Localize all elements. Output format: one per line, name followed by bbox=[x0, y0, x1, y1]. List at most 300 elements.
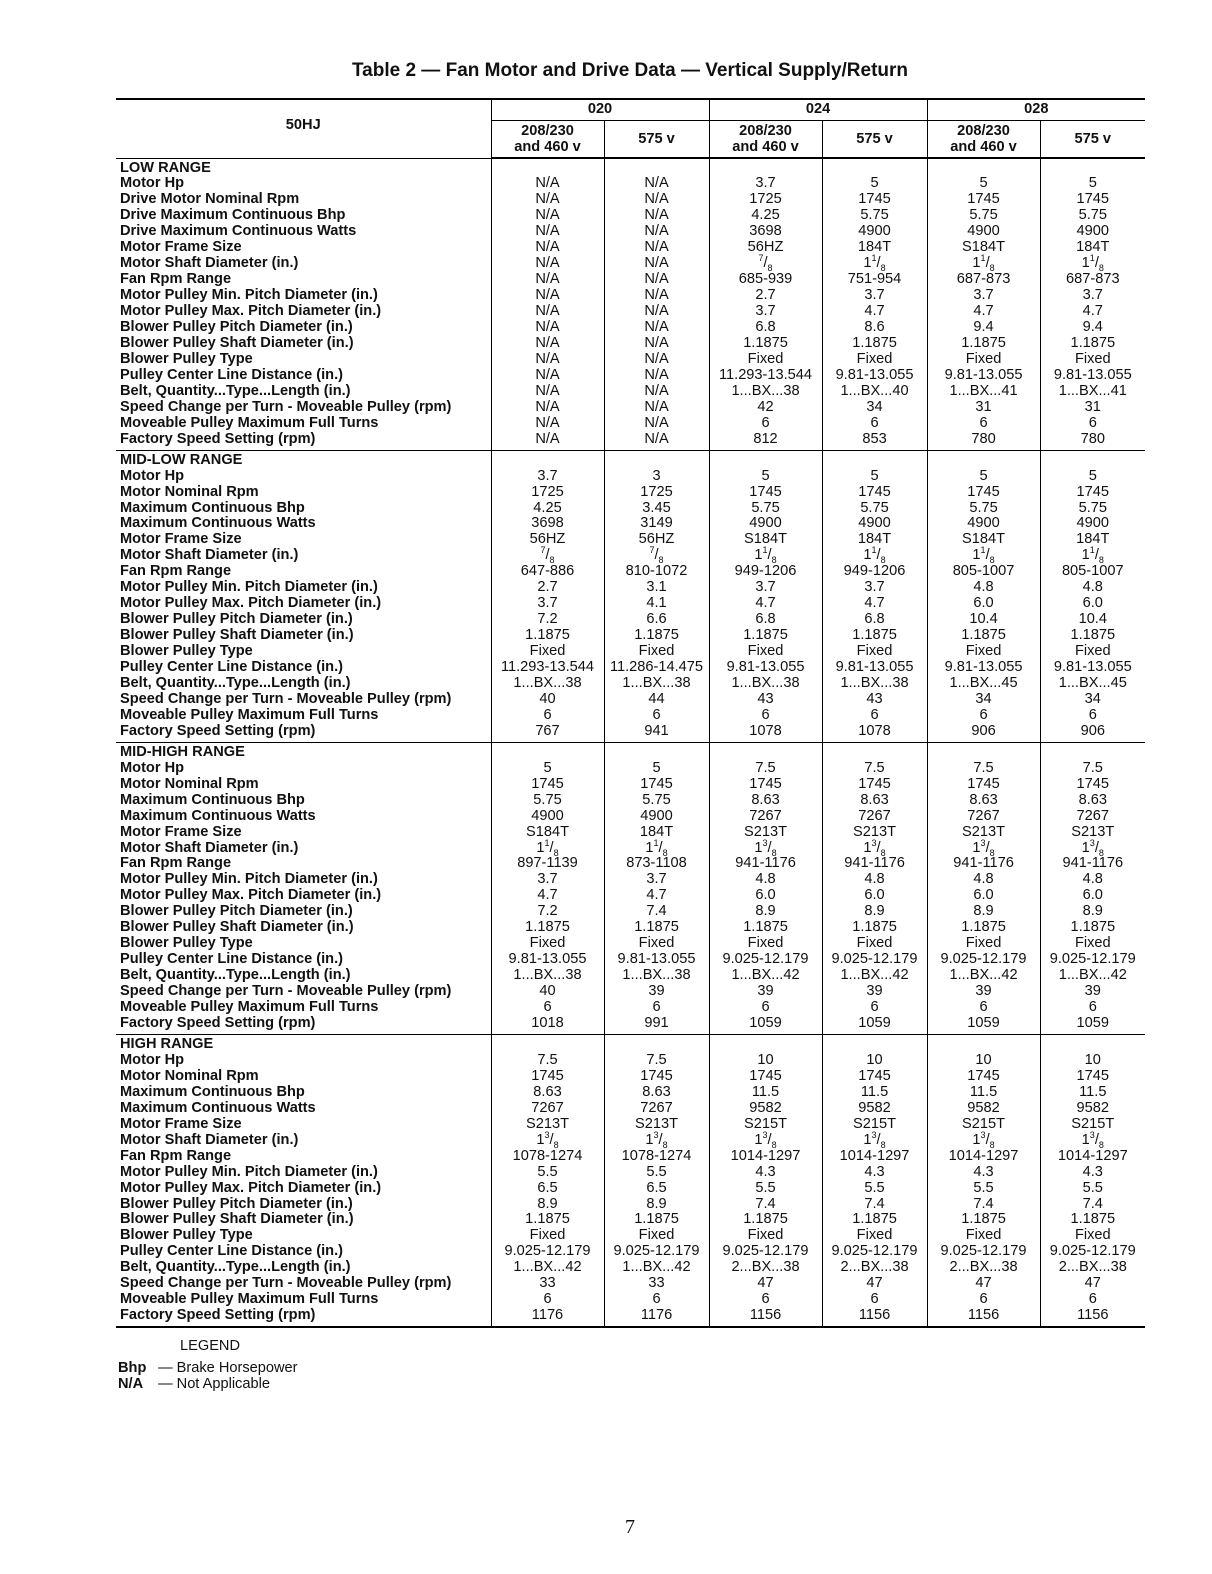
table-row bbox=[116, 224, 1145, 240]
cell-value: 1156 bbox=[822, 1308, 927, 1327]
cell-value: 6 bbox=[822, 416, 927, 432]
cell-value: 1078 bbox=[822, 724, 927, 742]
cell-value: 39 bbox=[604, 984, 709, 1000]
row-label: Moveable Pulley Maximum Full Turns bbox=[120, 1291, 379, 1308]
cell-value: $1^3/_8$ bbox=[927, 841, 1040, 857]
row-label: Motor Nominal Rpm bbox=[120, 775, 259, 792]
legend-abbr: N/A bbox=[118, 1376, 144, 1392]
cell-value: 1.1875 bbox=[822, 1212, 927, 1228]
row-label: Maximum Continuous Bhp bbox=[120, 499, 305, 516]
row-label: Moveable Pulley Maximum Full Turns bbox=[120, 999, 379, 1016]
cell-value: 6.0 bbox=[927, 888, 1040, 904]
cell-value: 7267 bbox=[491, 1101, 604, 1117]
cell-value: 1...BX...41 bbox=[927, 384, 1040, 400]
cell-value: 7.5 bbox=[491, 1053, 604, 1069]
row-label: Pulley Center Line Distance (in.) bbox=[120, 951, 344, 968]
cell-value: N/A bbox=[604, 176, 709, 192]
section-heading: MID-LOW RANGE bbox=[120, 451, 243, 468]
table-row bbox=[116, 240, 1145, 256]
cell-value: 6 bbox=[1040, 708, 1145, 724]
row-label: Blower Pulley Shaft Diameter (in.) bbox=[120, 1211, 354, 1228]
cell-value: 184T bbox=[604, 825, 709, 841]
table-row bbox=[116, 469, 1145, 485]
cell-value: 941-1176 bbox=[927, 856, 1040, 872]
cell-value: S184T bbox=[927, 532, 1040, 548]
cell-value: Fixed bbox=[604, 936, 709, 952]
cell-value: N/A bbox=[604, 352, 709, 368]
table-row bbox=[116, 1308, 1145, 1327]
cell-value: 3.7 bbox=[709, 304, 822, 320]
cell-value: 31 bbox=[1040, 400, 1145, 416]
voltage-header: 208/230 and 460 v bbox=[709, 121, 822, 159]
cell-value: 9.025-12.179 bbox=[927, 1244, 1040, 1260]
table-row bbox=[116, 1117, 1145, 1133]
table-row bbox=[116, 708, 1145, 724]
cell-value: 9.025-12.179 bbox=[1040, 952, 1145, 968]
cell-value: 1.1875 bbox=[491, 1212, 604, 1228]
cell-value: 5.5 bbox=[709, 1181, 822, 1197]
cell-value: 9.81-13.055 bbox=[1040, 660, 1145, 676]
cell-value: 4.7 bbox=[927, 304, 1040, 320]
cell-value: 1.1875 bbox=[1040, 336, 1145, 352]
cell-value: N/A bbox=[491, 352, 604, 368]
cell-value: 2.7 bbox=[709, 288, 822, 304]
cell-value: 7.2 bbox=[491, 612, 604, 628]
cell-value: 11.5 bbox=[927, 1085, 1040, 1101]
cell-value: $1^3/_8$ bbox=[1040, 841, 1145, 857]
row-label: Motor Shaft Diameter (in.) bbox=[120, 547, 299, 564]
cell-value: $1^3/_8$ bbox=[709, 841, 822, 857]
cell-value: 8.63 bbox=[1040, 793, 1145, 809]
cell-value: 1.1875 bbox=[822, 920, 927, 936]
cell-value: 8.9 bbox=[491, 1197, 604, 1213]
cell-value: N/A bbox=[604, 304, 709, 320]
cell-value: 10.4 bbox=[1040, 612, 1145, 628]
row-label: Motor Pulley Max. Pitch Diameter (in.) bbox=[120, 887, 382, 904]
row-label: Maximum Continuous Bhp bbox=[120, 1083, 305, 1100]
cell-value: Fixed bbox=[709, 1228, 822, 1244]
table-row bbox=[116, 761, 1145, 777]
cell-value: 1725 bbox=[604, 485, 709, 501]
cell-value: 1.1875 bbox=[822, 628, 927, 644]
cell-value: 2...BX...38 bbox=[822, 1260, 927, 1276]
cell-value: 5 bbox=[927, 469, 1040, 485]
cell-value: 10 bbox=[822, 1053, 927, 1069]
row-label: Moveable Pulley Maximum Full Turns bbox=[120, 414, 379, 431]
cell-value: 1078-1274 bbox=[491, 1149, 604, 1165]
cell-value: 4.8 bbox=[927, 580, 1040, 596]
cell-value: 4900 bbox=[1040, 224, 1145, 240]
cell-value: S215T bbox=[927, 1117, 1040, 1133]
cell-value: 184T bbox=[822, 532, 927, 548]
cell-value: 780 bbox=[1040, 432, 1145, 450]
section-heading: MID-HIGH RANGE bbox=[120, 743, 245, 760]
voltage-header: 575 v bbox=[604, 121, 709, 159]
cell-value: $1^3/_8$ bbox=[822, 841, 927, 857]
cell-value: 7.5 bbox=[709, 761, 822, 777]
cell-value: 42 bbox=[709, 400, 822, 416]
cell-value: 10 bbox=[709, 1053, 822, 1069]
cell-value: 11.293-13.544 bbox=[709, 368, 822, 384]
cell-value: Fixed bbox=[709, 644, 822, 660]
table-row bbox=[116, 304, 1145, 320]
cell-value: N/A bbox=[491, 368, 604, 384]
row-label: Belt, Quantity...Type...Length (in.) bbox=[120, 382, 351, 399]
cell-value: 6 bbox=[927, 1292, 1040, 1308]
cell-value: 3.7 bbox=[709, 176, 822, 192]
page-number: 7 bbox=[625, 1516, 635, 1538]
row-label: Speed Change per Turn - Moveable Pulley (rpm) bbox=[120, 690, 452, 707]
cell-value: 805-1007 bbox=[1040, 564, 1145, 580]
table-row bbox=[116, 501, 1145, 517]
cell-value: 47 bbox=[822, 1276, 927, 1292]
cell-value: 7267 bbox=[1040, 809, 1145, 825]
cell-value: 5 bbox=[1040, 176, 1145, 192]
cell-value: 1745 bbox=[927, 192, 1040, 208]
cell-value: $1^3/_8$ bbox=[1040, 1133, 1145, 1149]
cell-value: 10 bbox=[927, 1053, 1040, 1069]
table-row bbox=[116, 1292, 1145, 1308]
cell-value: 7.4 bbox=[709, 1197, 822, 1213]
legend-item bbox=[118, 1360, 298, 1376]
table-row bbox=[116, 952, 1145, 968]
voltage-header: 575 v bbox=[1040, 121, 1145, 159]
cell-value: N/A bbox=[604, 240, 709, 256]
cell-value: 9.025-12.179 bbox=[822, 1244, 927, 1260]
cell-value: 6 bbox=[927, 416, 1040, 432]
cell-value: S213T bbox=[491, 1117, 604, 1133]
cell-value: 5 bbox=[927, 176, 1040, 192]
cell-value: N/A bbox=[491, 208, 604, 224]
table-row bbox=[116, 368, 1145, 384]
table-row bbox=[116, 1053, 1145, 1069]
table-row bbox=[116, 872, 1145, 888]
cell-value: 941-1176 bbox=[709, 856, 822, 872]
cell-value: N/A bbox=[604, 416, 709, 432]
cell-value: $1^1/_8$ bbox=[1040, 548, 1145, 564]
voltage-header: 575 v bbox=[822, 121, 927, 159]
cell-value: 1...BX...41 bbox=[1040, 384, 1145, 400]
cell-value: 31 bbox=[927, 400, 1040, 416]
cell-value: Fixed bbox=[709, 352, 822, 368]
cell-value: 6 bbox=[1040, 1292, 1145, 1308]
cell-value: $1^3/_8$ bbox=[604, 1133, 709, 1149]
row-label: Motor Pulley Min. Pitch Diameter (in.) bbox=[120, 1163, 378, 1180]
cell-value: 1156 bbox=[709, 1308, 822, 1327]
cell-value: 3149 bbox=[604, 516, 709, 532]
cell-value: N/A bbox=[604, 336, 709, 352]
section-heading: LOW RANGE bbox=[120, 159, 211, 176]
cell-value: 1745 bbox=[491, 1069, 604, 1085]
cell-value: 6 bbox=[604, 1292, 709, 1308]
cell-value: 11.5 bbox=[1040, 1085, 1145, 1101]
cell-value: 4900 bbox=[491, 809, 604, 825]
cell-value: N/A bbox=[491, 240, 604, 256]
table-row bbox=[116, 288, 1145, 304]
cell-value: 6 bbox=[709, 1000, 822, 1016]
cell-value: 4.3 bbox=[927, 1165, 1040, 1181]
cell-value: 6 bbox=[491, 1000, 604, 1016]
row-label: Blower Pulley Pitch Diameter (in.) bbox=[120, 903, 353, 920]
cell-value: 9.81-13.055 bbox=[709, 660, 822, 676]
cell-value: 9.81-13.055 bbox=[491, 952, 604, 968]
cell-value: S213T bbox=[822, 825, 927, 841]
cell-value: Fixed bbox=[927, 352, 1040, 368]
cell-value: 1156 bbox=[1040, 1308, 1145, 1327]
cell-value: N/A bbox=[604, 192, 709, 208]
cell-value: 40 bbox=[491, 692, 604, 708]
cell-value: 1059 bbox=[1040, 1016, 1145, 1034]
cell-value: N/A bbox=[604, 272, 709, 288]
cell-value: 4.7 bbox=[491, 888, 604, 904]
cell-value: 1018 bbox=[491, 1016, 604, 1034]
cell-value: Fixed bbox=[822, 936, 927, 952]
cell-value: 1014-1297 bbox=[709, 1149, 822, 1165]
cell-value: Fixed bbox=[604, 644, 709, 660]
range-section bbox=[116, 158, 1145, 450]
cell-value: 5.75 bbox=[927, 208, 1040, 224]
cell-value: 4900 bbox=[709, 516, 822, 532]
cell-value: 4.8 bbox=[1040, 580, 1145, 596]
cell-value: N/A bbox=[491, 432, 604, 450]
cell-value: 873-1108 bbox=[604, 856, 709, 872]
cell-value: 4.25 bbox=[709, 208, 822, 224]
cell-value: 647-886 bbox=[491, 564, 604, 580]
cell-value: 3698 bbox=[709, 224, 822, 240]
cell-value: 7267 bbox=[927, 809, 1040, 825]
cell-value: 6.8 bbox=[709, 612, 822, 628]
table-row bbox=[116, 1085, 1145, 1101]
row-label: Belt, Quantity...Type...Length (in.) bbox=[120, 967, 351, 984]
cell-value: 2...BX...38 bbox=[1040, 1260, 1145, 1276]
cell-value: 1...BX...38 bbox=[604, 676, 709, 692]
cell-value: 9.81-13.055 bbox=[822, 660, 927, 676]
cell-value: 11.286-14.475 bbox=[604, 660, 709, 676]
cell-value: 8.9 bbox=[604, 1197, 709, 1213]
cell-value: 56HZ bbox=[604, 532, 709, 548]
cell-value: 34 bbox=[1040, 692, 1145, 708]
table-row bbox=[116, 272, 1145, 288]
cell-value: S213T bbox=[709, 825, 822, 841]
table-row bbox=[116, 777, 1145, 793]
cell-value: 1014-1297 bbox=[927, 1149, 1040, 1165]
range-section bbox=[116, 742, 1145, 1034]
cell-value: 6 bbox=[822, 1000, 927, 1016]
cell-value: 1745 bbox=[927, 777, 1040, 793]
cell-value: 6.0 bbox=[822, 888, 927, 904]
cell-value: 853 bbox=[822, 432, 927, 450]
table-row bbox=[116, 320, 1145, 336]
table-row bbox=[116, 1197, 1145, 1213]
cell-value: 5.75 bbox=[604, 793, 709, 809]
cell-value: 1.1875 bbox=[709, 1212, 822, 1228]
cell-value: 7.5 bbox=[604, 1053, 709, 1069]
cell-value: N/A bbox=[604, 256, 709, 272]
cell-value: 5 bbox=[1040, 469, 1145, 485]
row-label: Motor Frame Size bbox=[120, 1115, 242, 1132]
row-label: Factory Speed Setting (rpm) bbox=[116, 724, 491, 742]
cell-value: 4.7 bbox=[822, 304, 927, 320]
row-label: Motor Shaft Diameter (in.) bbox=[120, 839, 299, 856]
cell-value: S184T bbox=[709, 532, 822, 548]
cell-value: S213T bbox=[927, 825, 1040, 841]
cell-value: 10.4 bbox=[927, 612, 1040, 628]
row-label: Motor Shaft Diameter (in.) bbox=[120, 255, 299, 272]
cell-value: 1745 bbox=[709, 777, 822, 793]
cell-value: 4900 bbox=[822, 224, 927, 240]
cell-value: 4.25 bbox=[491, 501, 604, 517]
row-label: Blower Pulley Pitch Diameter (in.) bbox=[120, 319, 353, 336]
cell-value: 40 bbox=[491, 984, 604, 1000]
table-row bbox=[116, 432, 1145, 450]
cell-value: 941 bbox=[604, 724, 709, 742]
cell-value: 1.1875 bbox=[604, 628, 709, 644]
table-row bbox=[116, 516, 1145, 532]
cell-value: $1^3/_8$ bbox=[491, 1133, 604, 1149]
cell-value: 4.7 bbox=[822, 596, 927, 612]
row-label: Belt, Quantity...Type...Length (in.) bbox=[120, 675, 351, 691]
cell-value: 10 bbox=[1040, 1053, 1145, 1069]
cell-value: 4.8 bbox=[1040, 872, 1145, 888]
cell-value: N/A bbox=[604, 224, 709, 240]
table-row bbox=[116, 384, 1145, 400]
cell-value: 1176 bbox=[491, 1308, 604, 1327]
table-row bbox=[116, 192, 1145, 208]
cell-value: 7.5 bbox=[1040, 761, 1145, 777]
cell-value: 9582 bbox=[822, 1101, 927, 1117]
cell-value: 4.3 bbox=[709, 1165, 822, 1181]
row-label: Maximum Continuous Watts bbox=[120, 807, 316, 824]
cell-value: 6 bbox=[822, 1292, 927, 1308]
table-row bbox=[116, 1101, 1145, 1117]
cell-value: $1^1/_8$ bbox=[1040, 256, 1145, 272]
cell-value: 1.1875 bbox=[1040, 920, 1145, 936]
legend-abbr: Bhp bbox=[118, 1360, 147, 1376]
cell-value: 8.63 bbox=[927, 793, 1040, 809]
cell-value: 6.0 bbox=[709, 888, 822, 904]
row-label: Motor Pulley Min. Pitch Diameter (in.) bbox=[120, 871, 378, 888]
cell-value: N/A bbox=[491, 272, 604, 288]
row-label: Motor Hp bbox=[120, 759, 185, 776]
cell-value: 33 bbox=[491, 1276, 604, 1292]
cell-value: S215T bbox=[822, 1117, 927, 1133]
cell-value: 11.293-13.544 bbox=[491, 660, 604, 676]
table-row bbox=[116, 984, 1145, 1000]
row-label: Motor Nominal Rpm bbox=[120, 1067, 259, 1084]
cell-value: 1.1875 bbox=[709, 920, 822, 936]
cell-value: 6 bbox=[709, 1292, 822, 1308]
cell-value: 687-873 bbox=[927, 272, 1040, 288]
row-label: Factory Speed Setting (rpm) bbox=[116, 1016, 491, 1034]
cell-value: 43 bbox=[822, 692, 927, 708]
row-label: Blower Pulley Pitch Diameter (in.) bbox=[120, 611, 353, 628]
cell-value: 897-1139 bbox=[491, 856, 604, 872]
cell-value: 9.025-12.179 bbox=[491, 1244, 604, 1260]
table-row bbox=[116, 825, 1145, 841]
cell-value: N/A bbox=[604, 432, 709, 450]
cell-value: 4.7 bbox=[604, 888, 709, 904]
cell-value: 9582 bbox=[927, 1101, 1040, 1117]
size-header: 024 bbox=[709, 99, 927, 121]
cell-value: 5 bbox=[491, 761, 604, 777]
table-row bbox=[116, 564, 1145, 580]
cell-value: 1745 bbox=[1040, 777, 1145, 793]
cell-value: 4.1 bbox=[604, 596, 709, 612]
cell-value: Fixed bbox=[1040, 936, 1145, 952]
cell-value: 6 bbox=[491, 1292, 604, 1308]
cell-value: $^7/_8$ bbox=[491, 548, 604, 564]
cell-value: 9.4 bbox=[1040, 320, 1145, 336]
cell-value: 1...BX...42 bbox=[1040, 968, 1145, 984]
table-row bbox=[116, 1016, 1145, 1034]
cell-value: 1...BX...42 bbox=[822, 968, 927, 984]
cell-value: 4900 bbox=[1040, 516, 1145, 532]
cell-value: $1^1/_8$ bbox=[604, 841, 709, 857]
cell-value: 906 bbox=[927, 724, 1040, 742]
cell-value: 1...BX...45 bbox=[927, 676, 1040, 692]
cell-value: N/A bbox=[604, 400, 709, 416]
cell-value: 3698 bbox=[491, 516, 604, 532]
cell-value: 9.025-12.179 bbox=[927, 952, 1040, 968]
table-row bbox=[116, 580, 1145, 596]
cell-value: 1745 bbox=[822, 192, 927, 208]
cell-value: 4.3 bbox=[822, 1165, 927, 1181]
cell-value: 8.9 bbox=[822, 904, 927, 920]
cell-value: 6 bbox=[709, 708, 822, 724]
cell-value: 949-1206 bbox=[822, 564, 927, 580]
cell-value: 7.4 bbox=[927, 1197, 1040, 1213]
cell-value: N/A bbox=[491, 256, 604, 272]
cell-value: $1^3/_8$ bbox=[927, 1133, 1040, 1149]
table-row bbox=[116, 416, 1145, 432]
cell-value: 3.7 bbox=[491, 469, 604, 485]
cell-value: $1^1/_8$ bbox=[491, 841, 604, 857]
cell-value: 1.1875 bbox=[927, 920, 1040, 936]
table-row bbox=[116, 660, 1145, 676]
row-label: Blower Pulley Shaft Diameter (in.) bbox=[120, 334, 354, 351]
cell-value: 9.025-12.179 bbox=[604, 1244, 709, 1260]
cell-value: 8.63 bbox=[709, 793, 822, 809]
cell-value: 1745 bbox=[709, 1069, 822, 1085]
table-row bbox=[116, 1276, 1145, 1292]
cell-value: 1745 bbox=[822, 485, 927, 501]
cell-value: 6 bbox=[709, 416, 822, 432]
cell-value: N/A bbox=[491, 192, 604, 208]
row-label: Motor Shaft Diameter (in.) bbox=[120, 1131, 299, 1148]
cell-value: 7.2 bbox=[491, 904, 604, 920]
row-label: Drive Motor Nominal Rpm bbox=[120, 191, 300, 208]
row-label: Motor Hp bbox=[120, 467, 185, 484]
cell-value: 1.1875 bbox=[1040, 1212, 1145, 1228]
cell-value: 1...BX...42 bbox=[491, 1260, 604, 1276]
cell-value: S215T bbox=[1040, 1117, 1145, 1133]
cell-value: 3.7 bbox=[822, 288, 927, 304]
row-label: Motor Frame Size bbox=[120, 531, 242, 548]
cell-value: 47 bbox=[1040, 1276, 1145, 1292]
cell-value: $1^1/_8$ bbox=[822, 548, 927, 564]
cell-value: 39 bbox=[709, 984, 822, 1000]
cell-value: 5.75 bbox=[1040, 501, 1145, 517]
cell-value: 1745 bbox=[604, 777, 709, 793]
size-header: 028 bbox=[927, 99, 1145, 121]
cell-value: 43 bbox=[709, 692, 822, 708]
cell-value: 9582 bbox=[1040, 1101, 1145, 1117]
cell-value: $1^3/_8$ bbox=[709, 1133, 822, 1149]
cell-value: 6 bbox=[927, 1000, 1040, 1016]
cell-value: 33 bbox=[604, 1276, 709, 1292]
table-title: Table 2 — Fan Motor and Drive Data — Vertical Supply/Return bbox=[351, 60, 909, 81]
row-label: Pulley Center Line Distance (in.) bbox=[120, 659, 344, 676]
